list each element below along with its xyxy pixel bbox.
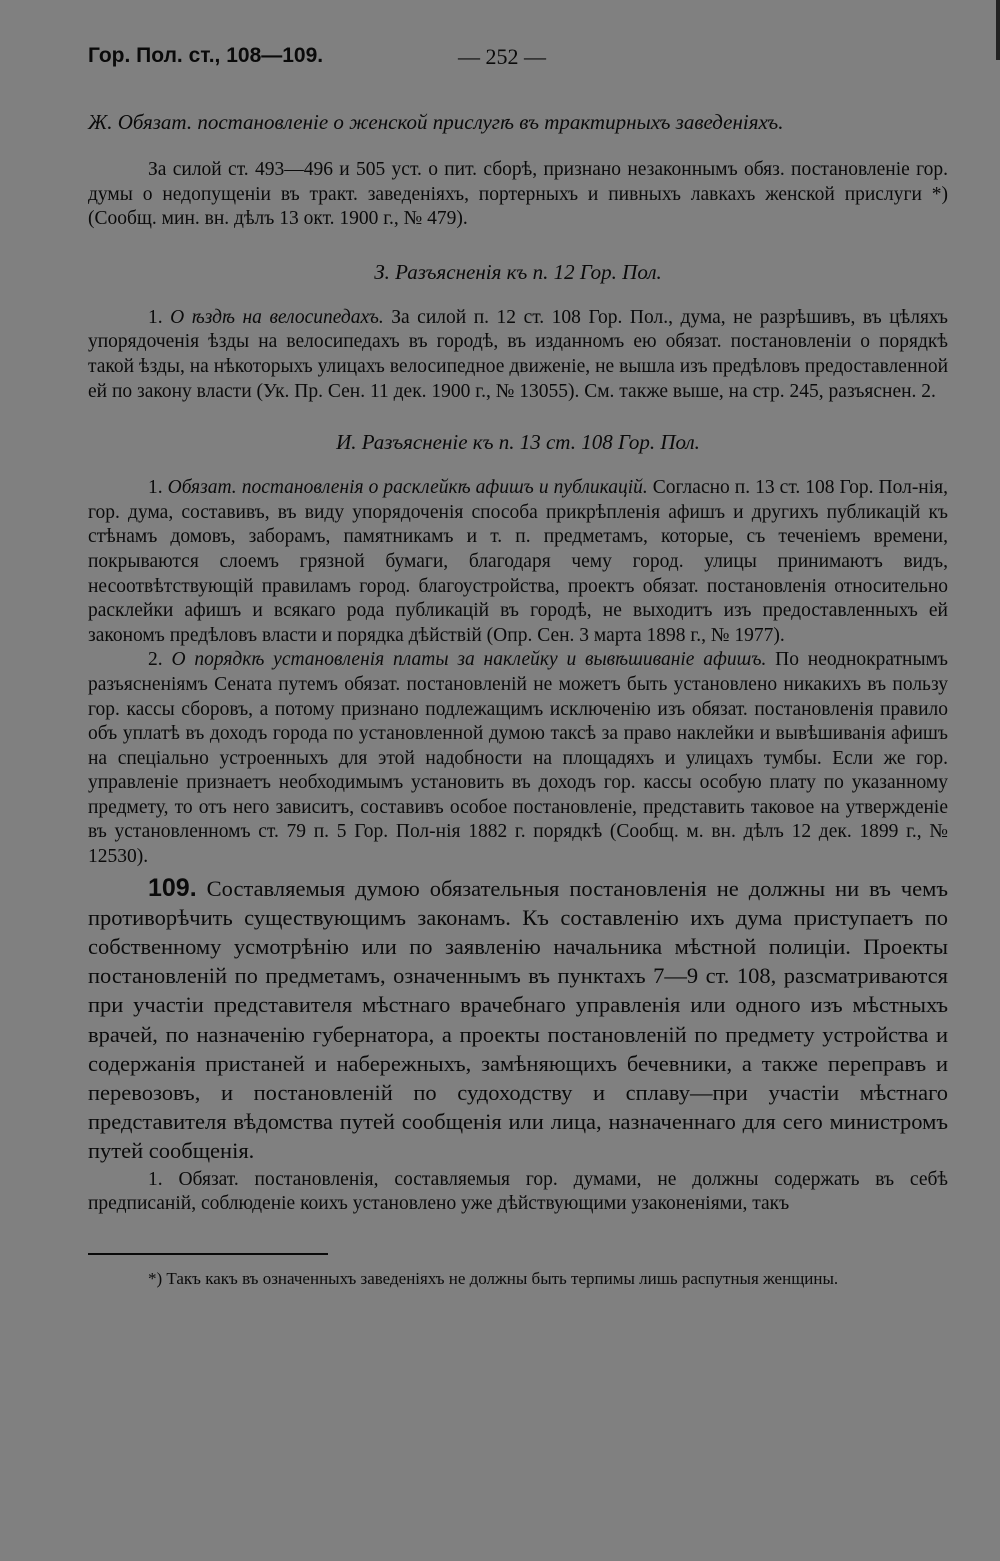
footnote: *) Такъ какъ въ означенныхъ заведеніяхъ не должны быть терпимы лишь распутныя женщины. bbox=[148, 1268, 839, 1288]
footnote-divider bbox=[88, 1253, 328, 1255]
section-i-item-2-title: О порядкѣ установленія платы за наклейку и вывѣшиваніе афишъ. bbox=[171, 649, 767, 671]
article-109-text: Составляемыя думою обязательныя постановленія не должны ни въ чемъ противорѣчить существующимъ законамъ. Къ составленію ихъ дума приступаетъ по собственному усмотрѣнію или по заявленію начальника мѣстной полиціи. Проекты постановленій по предметамъ, означеннымъ въ пунктахъ 7—9 ст. 108, разсматриваются при участіи представителя мѣстнаго врачебнаго управленія или одного изъ мѣстныхъ врачей, по назначенію губернатора, а проекты постановленій по предмету устройства и содержанія пристаней и набережныхъ, замѣняющихъ бечевники, а также переправъ и перевозовъ, и постановленій по судоходству и сплаву—при участіи мѣстнаго представителя вѣдомства путей сообщенія или лица, назначеннаго для сего министромъ путей сообщенія. bbox=[88, 875, 948, 1164]
article-109-number: 109. bbox=[148, 873, 197, 902]
section-z-item-1-number: 1. bbox=[148, 306, 163, 328]
section-z-item-1-title: О ѣздѣ на велосипедахъ. bbox=[170, 306, 384, 328]
article-109 bbox=[88, 874, 948, 1166]
document-page bbox=[88, 44, 948, 1290]
section-i-item-2-text: По неоднократнымъ разъясненіямъ Сената путемъ обязат. постановленій не можетъ быть установлено никакихъ въ пользу гор. кассы сборовъ, а потому признано подлежащимъ исключенію изъ обязат. постановленія правило объ уплатѣ въ доходъ города по установленной думою таксѣ за право наклейки и вывѣшиванія афишъ на спеціально устроенныхъ для этой надобности на площадяхъ и улицахъ тумбы. Если же гор. управленіе признаетъ необходимымъ установить въ доходъ гор. кассы особую плату по указанному предмету, то отъ него зависитъ, составивъ особое постановленіе, представить таковое на утвержденіе въ установленномъ ст. 79 п. 5 Гор. Пол-нія 1882 г. порядкѣ (Сообщ. м. вн. дѣлъ 12 дек. 1899 г., № 12530). bbox=[88, 649, 949, 868]
section-i-heading: И. Разъясненіе къ п. 13 ст. 108 Гор. Пол. bbox=[336, 430, 700, 455]
section-zh-heading: Ж. Обязат. постановленіе о женской прислугѣ въ трактирныхъ заведеніяхъ. bbox=[88, 110, 784, 134]
article-109-note-1: 1. Обязат. постановленія, составляемыя гор. думами, не должны содержать въ себѣ предписаній, соблюденіе коихъ установлено уже дѣйствующими узаконеніями, такъ bbox=[88, 1168, 948, 1215]
section-i-item-1-text: Согласно п. 13 ст. 108 Гор. Пол-нія, гор. дума, составивъ, въ виду упорядоченія способа прикрѣпленія афишъ и другихъ публикацій къ стѣнамъ домовъ, заборамъ, памятникамъ и т. п. предметамъ, которые, съ теченіемъ времени, покрываются слоемъ грязной бумаги, благодаря чему город. улицы принимаютъ видъ, несоотвѣтствующій правиламъ город. благоустройства, проектъ обязат. постановленія относительно расклейки афишъ и всякаго рода публикацій въ городѣ, не выходитъ изъ предоставленныхъ ей закономъ предѣловъ власти и порядка дѣйствій (Опр. Сен. 3 марта 1898 г., № 1977). bbox=[88, 477, 949, 646]
page-edge-mark bbox=[996, 0, 1000, 60]
section-i-item-1 bbox=[88, 476, 948, 648]
section-z-item-1 bbox=[88, 306, 948, 404]
running-head bbox=[88, 44, 948, 80]
section-z-item-1-text: За силой п. 12 ст. 108 Гор. Пол., дума, не разрѣшивъ, въ цѣляхъ упорядоченія ѣзды на велосипедахъ въ городѣ, въ изданномъ ею обязат. постановленіи о порядкѣ такой ѣзды, на нѣкоторыхъ улицахъ велосипедное движеніе, не вышла изъ предѣловъ предоставленной ей по закону власти (Ук. Пр. Сен. 11 дек. 1900 г., № 13055). См. также выше, на стр. 245, разъяснен. 2. bbox=[88, 306, 949, 402]
section-i-item-2 bbox=[88, 648, 948, 869]
section-i-item-1-number: 1. bbox=[148, 477, 163, 499]
running-head-article-ref: Гор. Пол. ст., 108—109. bbox=[88, 44, 324, 67]
section-i-item-2-number: 2. bbox=[148, 649, 163, 671]
section-zh-text: За силой ст. 493—496 и 505 уст. о пит. сборѣ, признано незаконнымъ обяз. постановленіе гор. думы о недопущеніи въ тракт. заведеніяхъ, портерныхъ и пивныхъ лавкахъ женской прислуги *) (Сообщ. мин. вн. дѣлъ 13 окт. 1900 г., № 479). bbox=[88, 159, 948, 230]
page-number: — 252 — bbox=[458, 44, 546, 69]
section-z-heading: З. Разъясненія къ п. 12 Гор. Пол. bbox=[374, 259, 662, 284]
section-i-item-1-title: Обязат. постановленія о расклейкѣ афишъ и публикацій. bbox=[167, 477, 648, 499]
